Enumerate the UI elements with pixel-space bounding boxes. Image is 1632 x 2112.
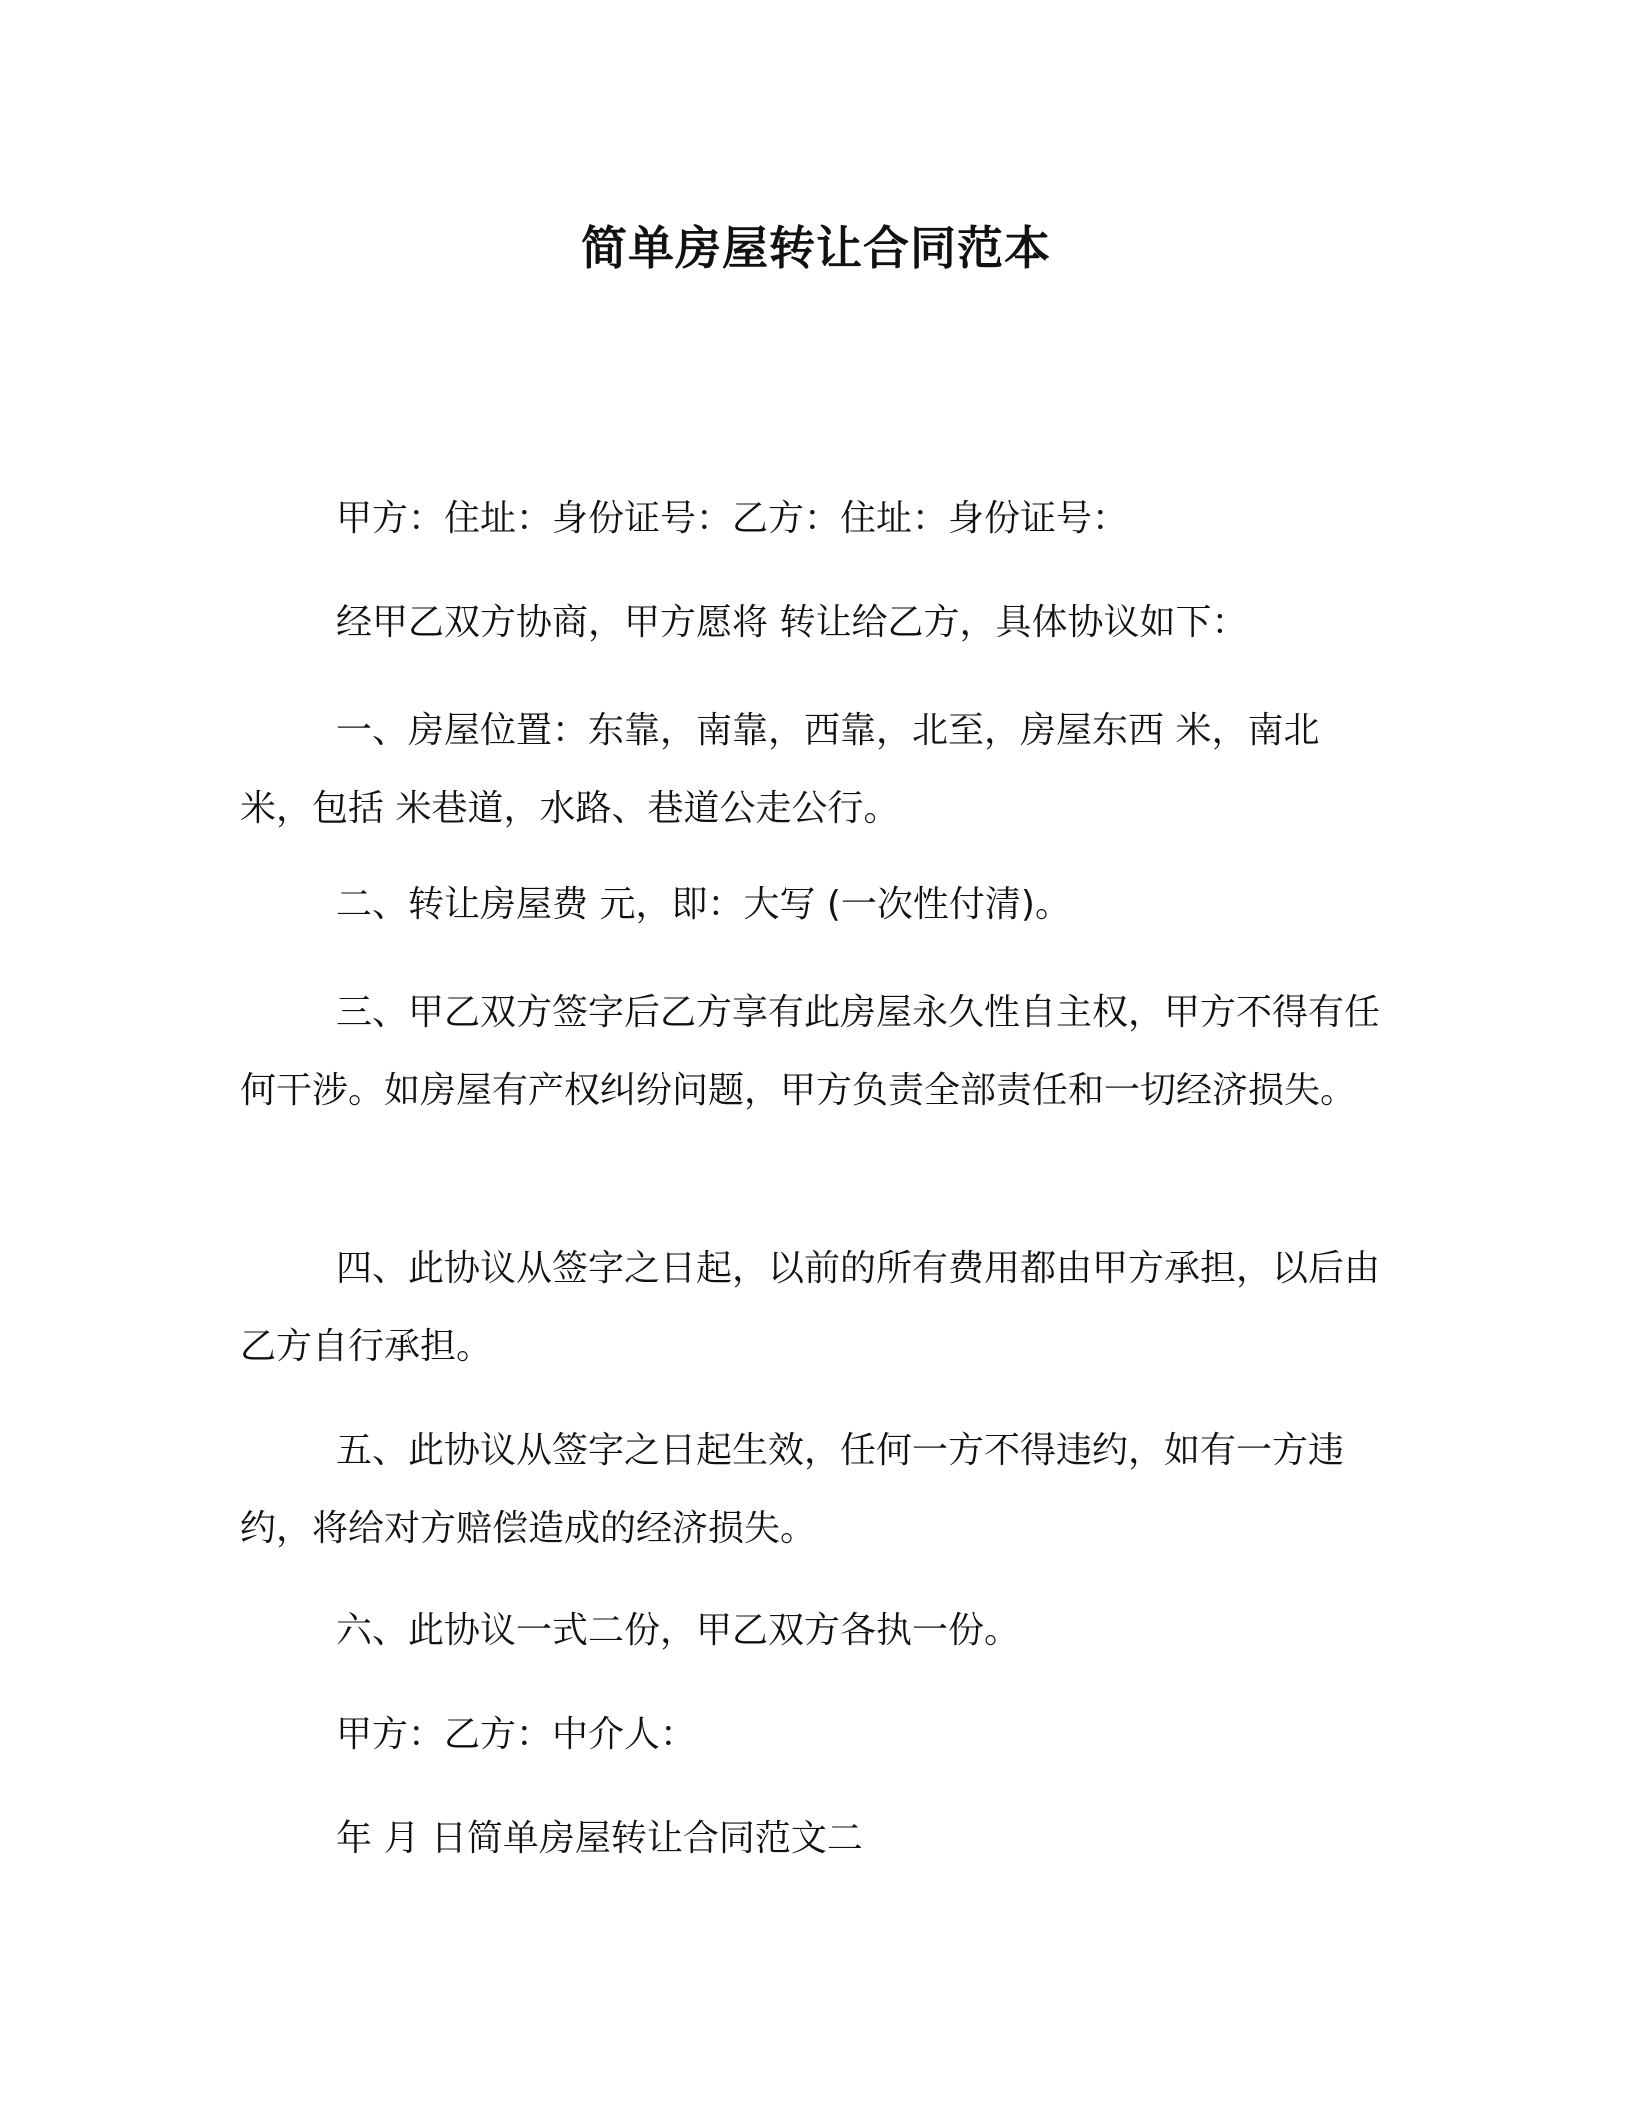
parties-line: 甲方：住址：身份证号：乙方：住址：身份证号： [336, 498, 1129, 539]
clause-2-fee: 二、转让房屋费 元，即：大写 (一次性付清)。 [336, 884, 1071, 925]
clause-1-location: 一、房屋位置：东靠，南靠，西靠，北至，房屋东西 米，南北 米，包括 米巷道，水路、巷道公走公行。 [240, 710, 1320, 829]
signature-line: 甲方：乙方：中介人： [336, 1714, 697, 1755]
clause-5-effect: 五、此协议从签字之日起生效，任何一方不得违约，如有一方违约，将给对方赔偿造成的经济损失。 [240, 1430, 1345, 1549]
document-title: 简单房屋转让合同范本 [581, 221, 1051, 275]
clause-4-costs: 四、此协议从签字之日起，以前的所有费用都由甲方承担，以后由乙方自行承担。 [240, 1248, 1381, 1367]
intro-paragraph: 经甲乙双方协商，甲方愿将 转让给乙方，具体协议如下： [336, 602, 1248, 643]
clause-6-copies: 六、此协议一式二份，甲乙双方各执一份。 [336, 1610, 1021, 1651]
date-line: 年 月 日简单房屋转让合同范文二 [336, 1818, 863, 1859]
clause-3-rights: 三、甲乙双方签字后乙方享有此房屋永久性自主权，甲方不得有任何干涉。如房屋有产权纠纷问题，甲方负责全部责任和一切经济损失。 [240, 992, 1381, 1111]
